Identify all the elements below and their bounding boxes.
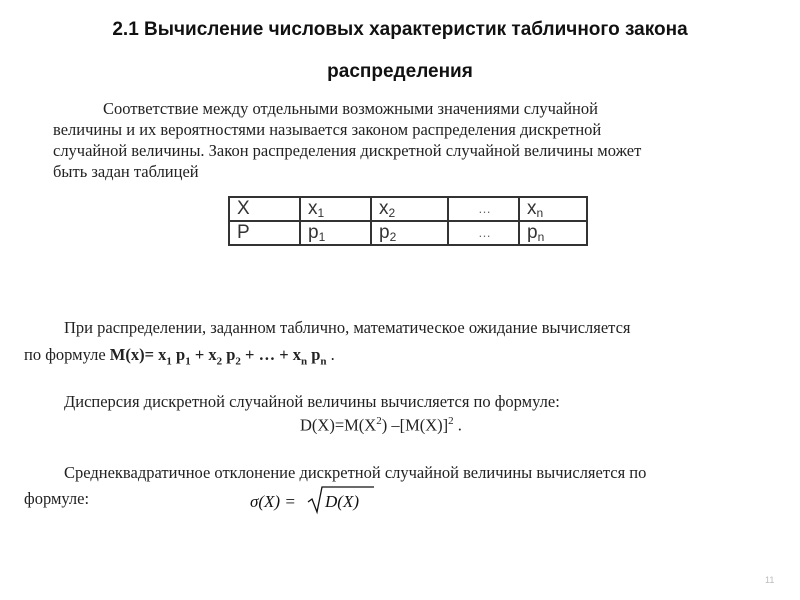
- intro-paragraph: [53, 98, 753, 182]
- table-cell-p1: $p_1$: [300, 221, 371, 245]
- stddev-formula-rhs: D(X): [325, 492, 359, 511]
- expectation-line-1: При распределении, заданном таблично, математическое ожидание вычисляется: [64, 318, 631, 337]
- intro-line-4: быть задан таблицей: [53, 162, 199, 181]
- variance-line-1: Дисперсия дискретной случайной величины вычисляется по формуле:: [64, 392, 560, 411]
- table-cell-x-head: X: [229, 197, 300, 221]
- variance-formula: $D(X)=M(X^2)$ $-[M(X)]^2$ .: [300, 415, 462, 435]
- table-row-p: [229, 221, 587, 245]
- stddev-line-1: Среднеквадратичное отклонение дискретной случайной величины вычисляется по: [64, 463, 647, 482]
- distribution-table: [228, 196, 588, 246]
- stddev-formula: [250, 483, 380, 519]
- table-cell-p-head: P: [229, 221, 300, 245]
- page-title-line-1: 2.1 Вычисление числовых характеристик табличного закона: [112, 19, 688, 40]
- table-cell-xn: $x_n$: [519, 197, 587, 221]
- table-cell-p-dots: …: [448, 221, 519, 245]
- table-cell-x1: $x_1$: [300, 197, 371, 221]
- table-cell-x2: $x_2$: [371, 197, 448, 221]
- table-cell-p2: $p_2$: [371, 221, 448, 245]
- table-row-x: [229, 197, 587, 221]
- expectation-formula: $M(x)= x_1$ $p_1 + x_2$ $p_2$ + … + $x_n$ $p_n$: [109, 345, 327, 368]
- stddev-line-2: формуле:: [24, 489, 90, 508]
- intro-line-1: Соответствие между отдельными возможными значениями случайной: [103, 99, 598, 118]
- page-title-line-2: распределения: [327, 61, 473, 82]
- stddev-formula-lhs: σ(X) =: [250, 492, 296, 511]
- table-cell-pn: $p_n$: [519, 221, 587, 245]
- page-number: 11: [765, 575, 775, 585]
- intro-line-3: случайной величины. Закон распределения дискретной случайной величины может: [53, 141, 642, 160]
- expectation-line-2: по формуле $M(x)= x_1$ $p_1 + x_2$ $p_2$ + … + $x_n$ $p_n$ .: [24, 345, 335, 368]
- intro-line-2: величины и их вероятностями называется законом распределения дискретной: [53, 120, 602, 139]
- table-cell-x-dots: …: [448, 197, 519, 221]
